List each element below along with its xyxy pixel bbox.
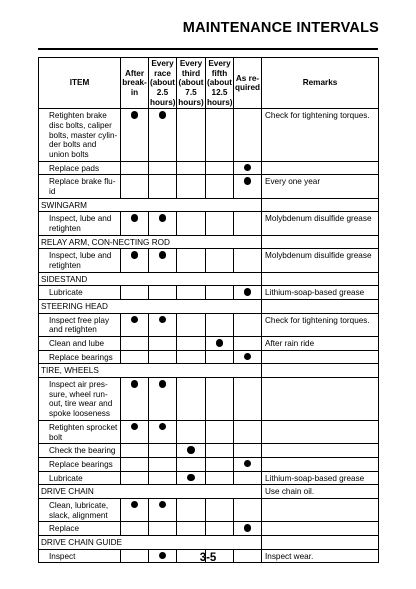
interval-cell-as-required	[234, 161, 262, 175]
interval-cell-as-required	[234, 212, 262, 235]
remarks-cell	[262, 235, 379, 249]
interval-cell-every-third	[177, 522, 206, 536]
interval-cell-after-break-in	[121, 498, 149, 521]
remarks-cell: Check for tightening torques.	[262, 109, 379, 161]
interval-cell-every-third	[177, 175, 206, 198]
item-label: Replace brake flu-id	[39, 175, 121, 198]
category-label: SIDESTAND	[39, 272, 262, 286]
interval-cell-every-fifth	[206, 212, 234, 235]
interval-cell-every-race	[149, 471, 177, 485]
remarks-cell	[262, 300, 379, 314]
column-header-every-race: Every race (about 2.5 hours)	[149, 58, 177, 109]
interval-cell-every-race	[149, 249, 177, 272]
interval-mark-dot-icon	[187, 474, 195, 482]
category-row	[39, 198, 379, 212]
category-label: STEERING HEAD	[39, 300, 262, 314]
interval-cell-after-break-in	[121, 286, 149, 300]
interval-mark-dot-icon	[159, 316, 167, 324]
interval-mark-dot-icon	[244, 524, 252, 532]
table-row	[39, 313, 379, 336]
interval-cell-as-required	[234, 313, 262, 336]
interval-cell-every-fifth	[206, 161, 234, 175]
interval-cell-after-break-in	[121, 350, 149, 364]
interval-mark-dot-icon	[216, 339, 224, 347]
interval-cell-every-fifth	[206, 249, 234, 272]
interval-cell-as-required	[234, 420, 262, 443]
interval-cell-every-fifth	[206, 444, 234, 458]
interval-mark-dot-icon	[159, 380, 167, 388]
interval-mark-dot-icon	[131, 251, 139, 259]
interval-cell-as-required	[234, 249, 262, 272]
item-label: Inspect, lube and retighten	[39, 212, 121, 235]
remarks-cell: Lithium-soap-based grease	[262, 286, 379, 300]
remarks-cell: Inspect wear.	[262, 549, 379, 563]
interval-mark-dot-icon	[159, 501, 167, 509]
interval-cell-every-third	[177, 350, 206, 364]
interval-cell-every-third	[177, 498, 206, 521]
header-rule	[38, 48, 378, 50]
table-row	[39, 212, 379, 235]
category-label: DRIVE CHAIN	[39, 485, 262, 499]
interval-cell-every-third	[177, 337, 206, 351]
interval-cell-as-required	[234, 498, 262, 521]
interval-cell-every-race	[149, 420, 177, 443]
table-row	[39, 444, 379, 458]
interval-cell-after-break-in	[121, 378, 149, 421]
interval-cell-every-third	[177, 161, 206, 175]
item-label: Replace bearings	[39, 350, 121, 364]
interval-cell-as-required	[234, 175, 262, 198]
interval-mark-dot-icon	[159, 214, 167, 222]
interval-cell-every-race	[149, 212, 177, 235]
item-label: Inspect	[39, 549, 121, 563]
remarks-cell	[262, 444, 379, 458]
remarks-cell: Molybdenum disulfide grease	[262, 212, 379, 235]
remarks-cell	[262, 535, 379, 549]
column-header-every-fifth: Every fifth (about 12.5 hours)	[206, 58, 234, 109]
interval-cell-every-race	[149, 378, 177, 421]
item-label: Check the bearing	[39, 444, 121, 458]
interval-mark-dot-icon	[159, 423, 167, 431]
item-label: Replace pads	[39, 161, 121, 175]
interval-cell-every-race	[149, 286, 177, 300]
interval-cell-every-race	[149, 444, 177, 458]
interval-cell-every-race	[149, 313, 177, 336]
remarks-cell	[262, 161, 379, 175]
category-row	[39, 485, 379, 499]
page-number: 3-5	[199, 552, 217, 564]
maintenance-intervals-table	[38, 57, 379, 563]
interval-mark-dot-icon	[244, 353, 252, 361]
column-header-every-third: Every third (about 7.5 hours)	[177, 58, 206, 109]
interval-cell-after-break-in	[121, 471, 149, 485]
item-label: Inspect, lube and retighten	[39, 249, 121, 272]
interval-cell-after-break-in	[121, 457, 149, 471]
interval-cell-as-required	[234, 444, 262, 458]
remarks-cell: Check for tightening torques.	[262, 313, 379, 336]
table-body	[39, 109, 379, 563]
interval-mark-dot-icon	[244, 177, 252, 185]
interval-cell-every-fifth	[206, 109, 234, 161]
interval-mark-dot-icon	[187, 446, 195, 454]
remarks-cell	[262, 378, 379, 421]
interval-mark-dot-icon	[244, 288, 252, 296]
remarks-cell: Every one year	[262, 175, 379, 198]
interval-cell-after-break-in	[121, 337, 149, 351]
interval-cell-every-fifth	[206, 471, 234, 485]
interval-cell-every-fifth	[206, 378, 234, 421]
page-header-title: MAINTENANCE INTERVALS	[182, 20, 379, 36]
remarks-cell	[262, 350, 379, 364]
interval-cell-every-third	[177, 457, 206, 471]
column-header-item: ITEM	[39, 58, 121, 109]
interval-mark-dot-icon	[244, 164, 252, 172]
table-row	[39, 286, 379, 300]
interval-mark-dot-icon	[131, 423, 139, 431]
interval-cell-every-fifth	[206, 350, 234, 364]
remarks-cell	[262, 272, 379, 286]
interval-mark-dot-icon	[131, 111, 139, 119]
interval-cell-every-third	[177, 378, 206, 421]
interval-cell-every-fifth	[206, 498, 234, 521]
interval-cell-every-fifth	[206, 420, 234, 443]
table-row	[39, 522, 379, 536]
interval-cell-every-fifth	[206, 313, 234, 336]
remarks-cell: Use chain oil.	[262, 485, 379, 499]
table-row	[39, 161, 379, 175]
item-label: Clean, lubricate, slack, alignment	[39, 498, 121, 521]
interval-cell-every-race	[149, 350, 177, 364]
interval-cell-every-fifth	[206, 337, 234, 351]
table-row	[39, 498, 379, 521]
column-header-after-break-in: After break-in	[121, 58, 149, 109]
table-row	[39, 249, 379, 272]
interval-cell-every-race	[149, 498, 177, 521]
table-row	[39, 350, 379, 364]
interval-cell-as-required	[234, 286, 262, 300]
interval-cell-every-fifth	[206, 522, 234, 536]
interval-cell-every-race	[149, 175, 177, 198]
interval-cell-after-break-in	[121, 109, 149, 161]
interval-cell-every-third	[177, 286, 206, 300]
interval-mark-dot-icon	[159, 251, 167, 259]
interval-mark-dot-icon	[244, 460, 252, 468]
column-header-as-required: As re-quired	[234, 58, 262, 109]
interval-cell-every-third	[177, 471, 206, 485]
interval-cell-every-third	[177, 313, 206, 336]
interval-cell-as-required	[234, 109, 262, 161]
interval-mark-dot-icon	[131, 316, 139, 324]
item-label: Clean and lube	[39, 337, 121, 351]
interval-cell-every-fifth	[206, 457, 234, 471]
interval-cell-every-third	[177, 420, 206, 443]
interval-cell-as-required	[234, 350, 262, 364]
table-row	[39, 378, 379, 421]
interval-cell-as-required	[234, 457, 262, 471]
table-row	[39, 420, 379, 443]
table-row	[39, 471, 379, 485]
interval-mark-dot-icon	[131, 501, 139, 509]
category-label: TIRE, WHEELS	[39, 364, 262, 378]
category-label: SWINGARM	[39, 198, 262, 212]
item-label: Retighten brake disc bolts, caliper bolts, master cylin-der bolts and union bolts	[39, 109, 121, 161]
remarks-cell: Lithium-soap-based grease	[262, 471, 379, 485]
table-row	[39, 457, 379, 471]
interval-cell-every-fifth	[206, 286, 234, 300]
interval-cell-after-break-in	[121, 161, 149, 175]
category-label: RELAY ARM, CON-NECTING ROD	[39, 235, 262, 249]
item-label: Inspect air pres-sure, wheel run-out, tire wear and spoke looseness	[39, 378, 121, 421]
interval-cell-after-break-in	[121, 249, 149, 272]
table-header-row	[39, 58, 379, 109]
table-row	[39, 337, 379, 351]
interval-cell-after-break-in	[121, 522, 149, 536]
interval-cell-every-third	[177, 444, 206, 458]
item-label: Replace bearings	[39, 457, 121, 471]
item-label: Inspect free play and retighten	[39, 313, 121, 336]
category-row	[39, 364, 379, 378]
remarks-cell	[262, 198, 379, 212]
category-row	[39, 300, 379, 314]
interval-cell-every-third	[177, 212, 206, 235]
remarks-cell	[262, 522, 379, 536]
interval-mark-dot-icon	[131, 214, 139, 222]
interval-cell-every-fifth	[206, 175, 234, 198]
interval-cell-after-break-in	[121, 313, 149, 336]
item-label: Replace	[39, 522, 121, 536]
column-header-remarks: Remarks	[262, 58, 379, 109]
interval-cell-every-third	[177, 109, 206, 161]
category-row	[39, 535, 379, 549]
category-row	[39, 235, 379, 249]
interval-cell-every-race	[149, 109, 177, 161]
interval-cell-after-break-in	[121, 212, 149, 235]
interval-cell-every-race	[149, 457, 177, 471]
item-label: Lubricate	[39, 471, 121, 485]
category-row	[39, 272, 379, 286]
category-label: DRIVE CHAIN GUIDE	[39, 535, 262, 549]
interval-cell-as-required	[234, 471, 262, 485]
interval-cell-as-required	[234, 522, 262, 536]
item-label: Lubricate	[39, 286, 121, 300]
remarks-cell	[262, 457, 379, 471]
remarks-cell	[262, 420, 379, 443]
interval-cell-every-third	[177, 249, 206, 272]
interval-cell-every-race	[149, 161, 177, 175]
table-row	[39, 175, 379, 198]
remarks-cell	[262, 364, 379, 378]
interval-cell-after-break-in	[121, 444, 149, 458]
interval-mark-dot-icon	[159, 111, 167, 119]
interval-cell-every-race	[149, 337, 177, 351]
interval-mark-dot-icon	[131, 380, 139, 388]
table-row	[39, 109, 379, 161]
interval-cell-as-required	[234, 378, 262, 421]
remarks-cell: Molybdenum disulfide grease	[262, 249, 379, 272]
remarks-cell	[262, 498, 379, 521]
interval-cell-as-required	[234, 337, 262, 351]
item-label: Retighten sprocket bolt	[39, 420, 121, 443]
remarks-cell: After rain ride	[262, 337, 379, 351]
interval-cell-after-break-in	[121, 175, 149, 198]
interval-cell-every-race	[149, 522, 177, 536]
interval-cell-after-break-in	[121, 420, 149, 443]
